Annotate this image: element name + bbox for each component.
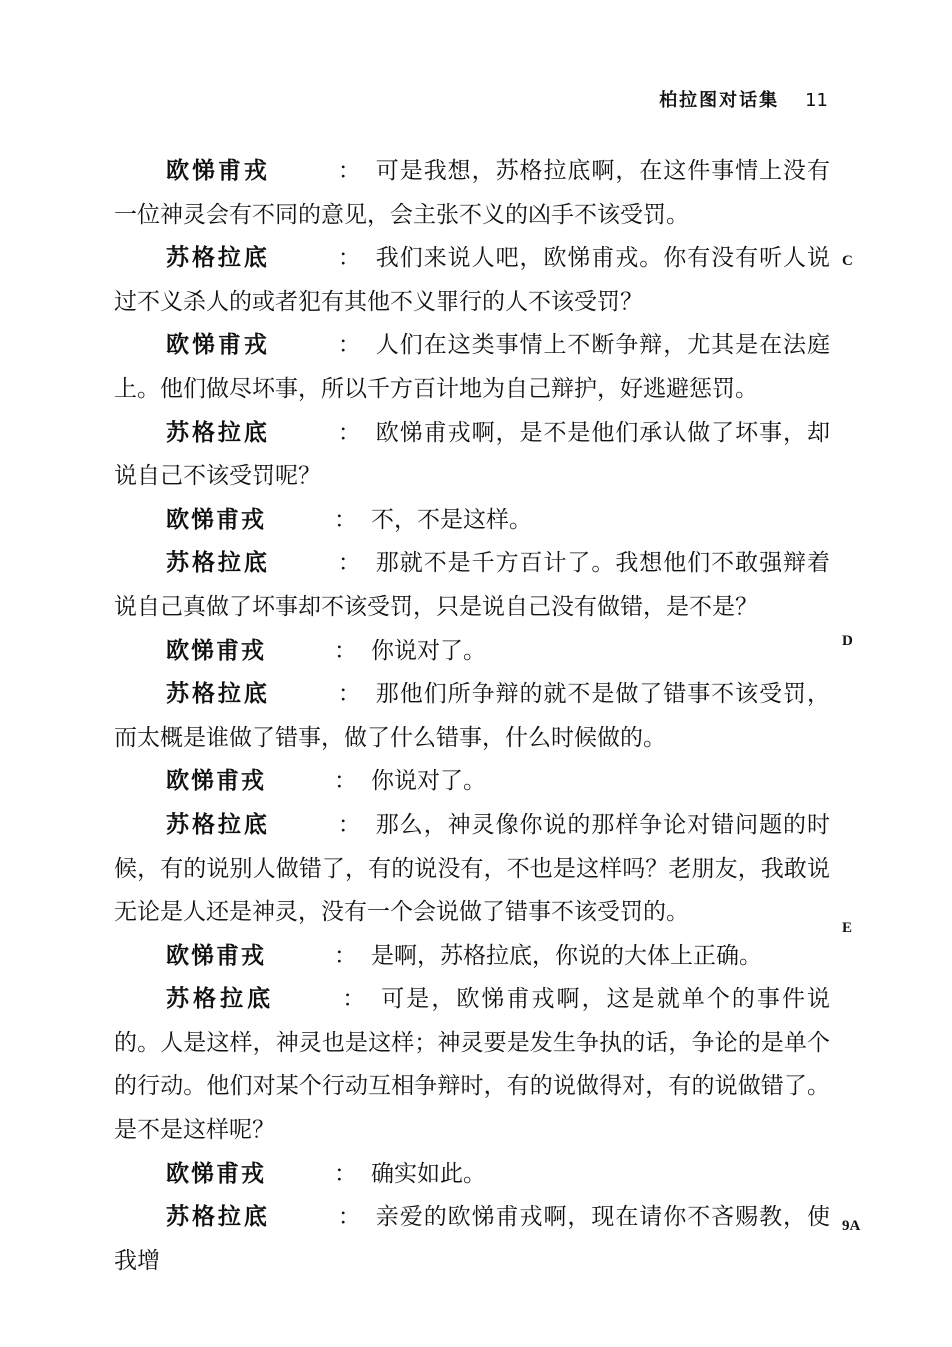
dialogue-paragraph: 欧悌甫戎 ： 可是我想，苏格拉底啊，在这件事情上没有一位神灵会有不同的意见，会主张不义的凶手不该受罚。 bbox=[114, 158, 831, 228]
dialogue-paragraph: 苏格拉底 ： 亲爱的欧悌甫戎啊，现在请你不吝赐教，使我增 bbox=[114, 1204, 831, 1274]
dialogue-paragraph: 苏格拉底 ： 欧悌甫戎啊，是不是他们承认做了坏事，却说自己不该受罚呢？ bbox=[114, 419, 831, 490]
speech-text: 那么，神灵像你说的那样争论对错问题的时候，有的说别人做错了，有的说没有，不也是这样吗？老朋友，我敢说无论是人还是神灵，没有一个会说做了错事不该受罚的。 bbox=[114, 811, 831, 926]
page-number: 11 bbox=[805, 90, 828, 111]
speech-text: 人们在这类事情上不断争辩，尤其是在法庭上。他们做尽坏事，所以千方百计地为自己辩护，好逃避惩罚。 bbox=[114, 332, 831, 402]
dialogue-paragraph: 苏格拉底 ： 可是，欧悌甫戎啊，这是就单个的事件说的。人是这样，神灵也是这样；神灵要是发生争执的话，争论的是单个的行动。他们对某个行动互相争辩时，有的说做得对，有的说做错了。是不是这样呢？ bbox=[114, 986, 831, 1144]
speech-text: 亲爱的欧悌甫戎啊，现在请你不吝赐教，使我增 bbox=[114, 1204, 831, 1274]
speech-text: 你说对了。 bbox=[371, 768, 486, 795]
speech-text: 那就不是千方百计了。我想他们不敢强辩着说自己真做了坏事却不该受罚，只是说自己没有做错，是不是？ bbox=[114, 550, 831, 620]
speaker-name: 欧悌甫戎 bbox=[166, 158, 270, 184]
stephanus-marker: 9A bbox=[842, 1218, 861, 1234]
running-header bbox=[0, 86, 828, 112]
speech-text: 确实如此。 bbox=[371, 1160, 486, 1187]
speech-text: 你说对了。 bbox=[371, 637, 486, 664]
speaker-name: 欧悌甫戎 bbox=[166, 768, 266, 795]
speaker-name: 欧悌甫戎 bbox=[166, 332, 270, 359]
speaker-name: 欧悌甫戎 bbox=[166, 1160, 266, 1187]
speaker-name: 苏格拉底 bbox=[166, 245, 270, 272]
speaker-name: 苏格拉底 bbox=[166, 681, 270, 708]
dialogue-paragraph: 欧悌甫戎 ： 是啊，苏格拉底，你说的大体上正确。 bbox=[166, 942, 762, 969]
dialogue-paragraph: 欧悌甫戎 ： 不，不是这样。 bbox=[166, 506, 532, 533]
speech-text: 我们来说人吧，欧悌甫戎。你有没有听人说过不义杀人的或者犯有其他不义罪行的人不该受罚？ bbox=[114, 245, 831, 315]
speaker-name: 苏格拉底 bbox=[166, 1204, 270, 1231]
dialogue-paragraph: 苏格拉底 ： 那么，神灵像你说的那样争论对错问题的时候，有的说别人做错了，有的说没有，不也是这样吗？老朋友，我敢说无论是人还是神灵，没有一个会说做了错事不该受罚的。 bbox=[114, 811, 831, 926]
stephanus-marker: D bbox=[842, 633, 853, 649]
speech-text: 可是我想，苏格拉底啊，在这件事情上没有一位神灵会有不同的意见，会主张不义的凶手不该受罚。 bbox=[114, 158, 831, 228]
dialogue-paragraph: 欧悌甫戎 ： 你说对了。 bbox=[166, 637, 486, 664]
speech-text: 可是，欧悌甫戎啊，这是就单个的事件说的。人是这样，神灵也是这样；神灵要是发生争执的话，争论的是单个的行动。他们对某个行动互相争辩时，有的说做得对，有的说做错了。是不是这样呢？ bbox=[114, 986, 831, 1144]
dialogue-paragraph: 欧悌甫戎 ： 你说对了。 bbox=[166, 768, 486, 795]
speaker-name: 苏格拉底 bbox=[166, 811, 270, 838]
dialogue-paragraph: 欧悌甫戎 ： 人们在这类事情上不断争辩，尤其是在法庭上。他们做尽坏事，所以千方百计地为自己辩护，好逃避惩罚。 bbox=[114, 332, 831, 402]
stephanus-marker: E bbox=[842, 920, 853, 936]
speaker-name: 苏格拉底 bbox=[166, 419, 270, 446]
speech-text: 那他们所争辩的就不是做了错事不该受罚，而太概是谁做了错事，做了什么错事，什么时候做的。 bbox=[114, 681, 831, 751]
stephanus-marker: C bbox=[842, 253, 853, 269]
dialogue-body bbox=[114, 150, 830, 1283]
speaker-name: 欧悌甫戎 bbox=[166, 637, 266, 664]
dialogue-paragraph: 苏格拉底 ： 那他们所争辩的就不是做了错事不该受罚，而太概是谁做了错事，做了什么错事，什么时候做的。 bbox=[114, 681, 831, 751]
dialogue-paragraph: 欧悌甫戎 ： 确实如此。 bbox=[166, 1160, 486, 1187]
speech-text: 欧悌甫戎啊，是不是他们承认做了坏事，却说自己不该受罚呢？ bbox=[114, 419, 831, 490]
dialogue-paragraph: 苏格拉底 ： 那就不是千方百计了。我想他们不敢强辩着说自己真做了坏事却不该受罚，只是说自己没有做错，是不是？ bbox=[114, 550, 831, 620]
speaker-name: 苏格拉底 bbox=[166, 550, 270, 577]
speech-text: 是啊，苏格拉底，你说的大体上正确。 bbox=[371, 942, 762, 969]
speaker-name: 苏格拉底 bbox=[166, 986, 275, 1013]
speaker-name: 欧悌甫戎 bbox=[166, 942, 266, 969]
speaker-name: 欧悌甫戎 bbox=[166, 506, 266, 533]
book-title: 柏拉图对话集 bbox=[659, 90, 780, 111]
dialogue-paragraph: 苏格拉底 ： 我们来说人吧，欧悌甫戎。你有没有听人说过不义杀人的或者犯有其他不义罪行的人不该受罚？ bbox=[114, 245, 831, 315]
speech-text: 不，不是这样。 bbox=[371, 506, 532, 533]
